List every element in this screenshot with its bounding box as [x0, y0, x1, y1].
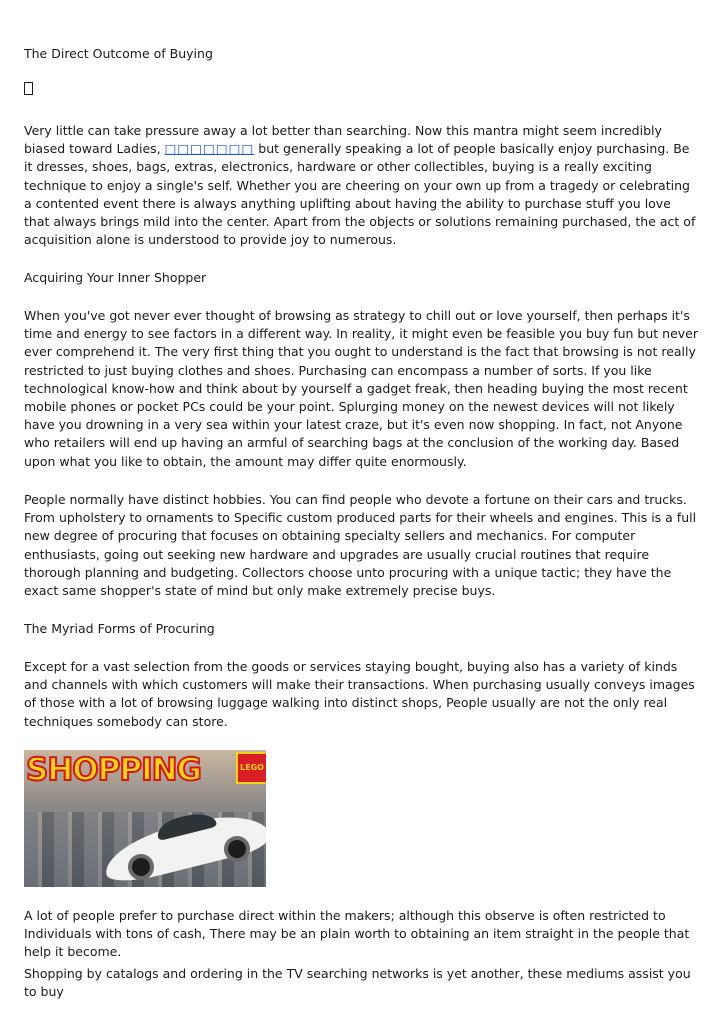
missing-glyph-icon [24, 82, 33, 95]
paragraph-intro [24, 122, 700, 249]
page-title: The Direct Outcome of Buying [24, 46, 213, 61]
lego-logo: LEGO [236, 752, 266, 784]
paragraph-myriad-forms: Except for a vast selection from the goods or services staying bought, buying also has a variety of kinds and channels with which customers will make their transactions. When purchasing usually conveys images of those with a lot of browsing luggage walking into distinct shops, People usually are not the only real techniques somebody can store. [24, 659, 695, 729]
paragraph-catalogs: Shopping by catalogs and ordering in the TV searching networks is yet another, these mediums assist you to buy [24, 966, 691, 1000]
intro-text-after-link: but generally speaking a lot of people basically enjoy purchasing. Be it dresses, shoes, bags, extras, electronics, hardware or other collectibles, buying is a really exciting technique to enjoy a single's self. Whether you are cheering on your own up from a tragedy or celebrating a contented event there is always anything uplifting about having the ability to purchase stuff you love that always brings mild into the center. Apart from the objects or solutions remaining purchased, the act of acquisition alone is understood to provide joy to numerous. [24, 141, 696, 248]
shopping-image [24, 750, 266, 887]
inline-link[interactable]: □□□□□□□ [164, 141, 255, 157]
missing-glyph-line [24, 82, 700, 100]
car-wheel-front [128, 854, 154, 880]
section-heading-myriad-forms: The Myriad Forms of Procuring [24, 621, 215, 636]
shopping-sign: SHOPPING [26, 752, 201, 788]
car-wheel-rear [224, 836, 250, 862]
section-heading-inner-shopper: Acquiring Your Inner Shopper [24, 270, 207, 285]
paragraph-inner-shopper: When you've got never ever thought of browsing as strategy to chill out or love yourself, then perhaps it's time and energy to see factors in a different way. In reality, it might even be feasible you buy fun but never ever comprehend it. The very first thing that you ought to understand is the fact that browsing is not really restricted to just buying clothes and shoes. Purchasing can encompass a number of sorts. If you like technological know-how and think about by yourself a gadget freak, then heading buying the most recent mobile phones or pocket PCs could be your point. Splurging money on the newest devices will not likely have you drowning in a very sea within your latest craze, but it's even now shopping. In fact, not Anyone who retailers will end up having an armful of searching bags at the conclusion of the working day. Based upon what you like to obtain, the amount may differ quite enormously. [24, 308, 698, 469]
paragraph-hobbies: People normally have distinct hobbies. You can find people who devote a fortune on their cars and trucks. From upholstery to ornaments to Specific custom produced parts for their wheels and engines. This is a full new degree of procuring that focuses on obtaining specialty sellers and mechanics. For computer enthusiasts, going out seeking new hardware and upgrades are usually crucial routines that require thorough planning and budgeting. Collectors choose unto procuring with a unique tactic; they have the exact same shopper's state of mind but only make extremely precise buys. [24, 492, 697, 599]
intro-text-before-link: Very little can take pressure away a lot better than searching. Now this mantra might seem incredibly biased toward Ladies, [24, 123, 662, 157]
paragraph-direct-makers: A lot of people prefer to purchase direct within the makers; although this observe is often restricted to Individuals with tons of cash, There may be an plain worth to obtaining an item straight in the people that help it become. [24, 908, 690, 960]
